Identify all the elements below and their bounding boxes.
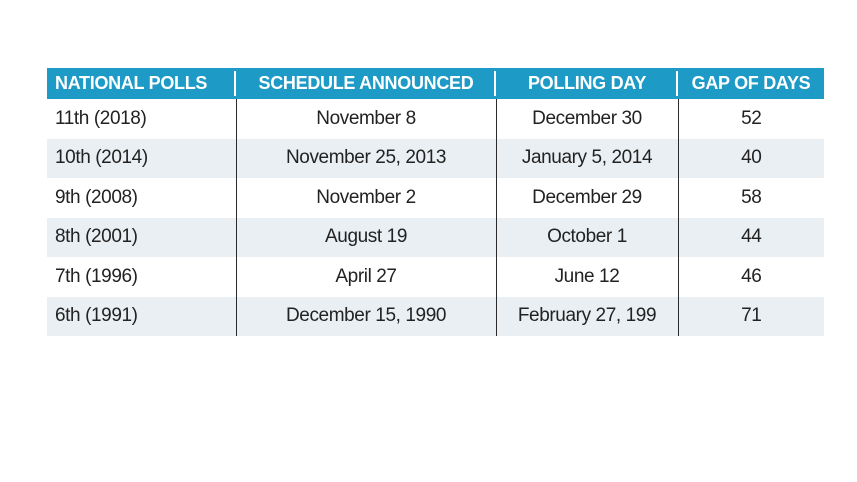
election-schedule-table-container <box>47 68 824 336</box>
cell-polling-day: January 5, 2014 <box>496 139 678 179</box>
table-body <box>47 99 824 336</box>
header-polling-day: POLLING DAY <box>496 68 678 99</box>
header-national-polls: NATIONAL POLLS <box>47 68 236 99</box>
cell-gap-of-days: 71 <box>741 305 762 327</box>
cell-polling-day: December 29 <box>496 178 678 218</box>
table-row <box>47 139 824 179</box>
cell-gap-of-days: 40 <box>741 147 762 169</box>
cell-gap-of-days: 58 <box>741 186 762 208</box>
cell-schedule-announced: November 25, 2013 <box>236 139 496 179</box>
cell-gap-of-days: 44 <box>741 226 762 248</box>
cell-national-polls: 6th (1991) <box>47 297 236 337</box>
cell-polling-day: February 27, 199 <box>496 297 678 337</box>
cell-national-polls: 11th (2018) <box>47 99 236 139</box>
cell-polling-day: June 12 <box>496 257 678 297</box>
cell-polling-day: December 30 <box>496 99 678 139</box>
cell-gap-of-days: 46 <box>741 265 762 287</box>
cell-schedule-announced: August 19 <box>236 218 496 258</box>
election-schedule-table <box>47 68 824 336</box>
cell-national-polls: 10th (2014) <box>47 139 236 179</box>
cell-schedule-announced: November 8 <box>236 99 496 139</box>
table-row <box>47 297 824 337</box>
cell-schedule-announced: November 2 <box>236 178 496 218</box>
cell-national-polls: 7th (1996) <box>47 257 236 297</box>
cell-polling-day: October 1 <box>496 218 678 258</box>
cell-national-polls: 9th (2008) <box>47 178 236 218</box>
table-header <box>47 68 824 99</box>
cell-gap-of-days: 52 <box>741 107 762 129</box>
cell-national-polls: 8th (2001) <box>47 218 236 258</box>
header-row <box>47 68 824 99</box>
table-row <box>47 218 824 258</box>
cell-schedule-announced: December 15, 1990 <box>236 297 496 337</box>
table-row <box>47 178 824 218</box>
header-gap-of-days: GAP OF DAYS <box>691 73 811 93</box>
header-schedule-announced: SCHEDULE ANNOUNCED <box>236 68 496 99</box>
cell-schedule-announced: April 27 <box>236 257 496 297</box>
table-row <box>47 257 824 297</box>
table-row <box>47 99 824 139</box>
